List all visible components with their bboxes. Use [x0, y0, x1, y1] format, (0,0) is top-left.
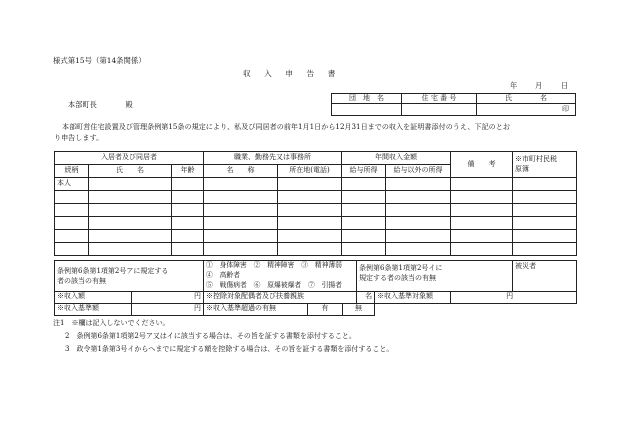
clause-i-line1: 条例第6条第1項第2号イに [359, 264, 443, 272]
salary-cell[interactable] [342, 191, 386, 204]
age-cell[interactable] [172, 230, 204, 243]
table-row [55, 178, 577, 191]
header-work-group: 職業、勤務先又は事務所 [204, 152, 342, 165]
table-row [55, 230, 577, 243]
blank-area [513, 303, 577, 315]
category-options-line1: ① 身体障害 ② 精神障害 ③ 精神薄弱 ④ 高齢者 [206, 261, 349, 279]
work-address-cell[interactable] [278, 230, 342, 243]
name-cell[interactable] [89, 191, 172, 204]
name-cell[interactable] [89, 204, 172, 217]
house-number-label: 住 宅 番 号 [402, 94, 477, 104]
header-age: 年齢 [172, 165, 204, 178]
age-cell[interactable] [172, 191, 204, 204]
remarks-cell[interactable] [451, 191, 513, 204]
register-cell [513, 191, 577, 204]
clause-a-line1: 条例第6条第1項第2号アに規定する [57, 266, 169, 275]
addressee: 本部町長 殿 [68, 100, 133, 109]
relation-cell[interactable] [55, 191, 89, 204]
remarks-cell[interactable] [451, 217, 513, 230]
work-title-cell[interactable] [204, 204, 278, 217]
income-amount-field [132, 291, 204, 303]
work-address-cell[interactable] [278, 243, 342, 256]
header-salary: 給与所得 [342, 165, 386, 178]
form-title: 収 入 申 告 書 [243, 69, 339, 78]
date-day: 日 [561, 81, 569, 90]
other-income-cell[interactable] [386, 204, 451, 217]
header-register-line1: ※市町村民税 [515, 154, 558, 163]
other-income-cell[interactable] [386, 217, 451, 230]
table-row [55, 191, 577, 204]
blank-area [451, 303, 513, 315]
summary-table [54, 260, 577, 316]
register-cell [513, 204, 577, 217]
clause-i-label [357, 261, 513, 292]
header-relation: 続柄 [55, 165, 89, 178]
other-income-cell[interactable] [386, 178, 451, 191]
name-cell[interactable] [89, 217, 172, 230]
work-address-cell[interactable] [278, 191, 342, 204]
estate-label: 団 地 名 [332, 94, 402, 104]
deduction-dependents-label: ※控除対象配偶者及び扶養親族 [204, 291, 357, 303]
header-resident-group: 入居者及び同居者 [55, 152, 204, 165]
header-work-address: 所在地(電話) [278, 165, 342, 178]
salary-cell[interactable] [342, 230, 386, 243]
house-number-field[interactable] [402, 104, 477, 116]
age-cell[interactable] [172, 243, 204, 256]
name-label: 氏 名 [477, 94, 576, 104]
remarks-cell[interactable] [451, 230, 513, 243]
income-table [54, 151, 577, 256]
work-address-cell[interactable] [278, 217, 342, 230]
form-label: 様式第15号（第14条関係） [53, 56, 146, 65]
category-options[interactable] [204, 261, 357, 292]
name-cell[interactable] [89, 230, 172, 243]
category-options-line2: ⑤ 戦傷病者 ⑥ 原爆被爆者 ⑦ 引揚者 [206, 280, 342, 289]
work-title-cell[interactable] [204, 217, 278, 230]
salary-cell[interactable] [342, 243, 386, 256]
over-standard-yes: 有 [308, 303, 343, 315]
work-title-cell[interactable] [204, 243, 278, 256]
age-cell[interactable] [172, 217, 204, 230]
applicant-box [331, 93, 576, 116]
other-income-cell[interactable] [386, 243, 451, 256]
header-other-income: 給与以外の所得 [386, 165, 451, 178]
seal-mark: 印 [562, 104, 569, 113]
salary-cell[interactable] [342, 204, 386, 217]
yen-unit: 円 [194, 292, 202, 301]
name-cell[interactable] [89, 243, 172, 256]
table-row [55, 243, 577, 256]
income-amount-label: ※収入額 [55, 291, 132, 303]
over-standard-label: ※収入基準超過の有無 [204, 303, 308, 315]
intro-text-line2: り申告します。 [54, 133, 104, 142]
clause-a-line2: 者の該当の有無 [57, 276, 106, 285]
persons-unit: 名 [365, 292, 373, 301]
intro-text-line1: 本部町営住宅設置及び管理条例第15条の規定により、私及び同居者の前年1月1日から12月31日までの収入を証明書添付のうえ、下記のとお [62, 122, 510, 131]
relation-cell[interactable] [55, 217, 89, 230]
relation-cell[interactable] [55, 230, 89, 243]
register-cell [513, 230, 577, 243]
header-register-line2: 原簿 [515, 164, 530, 173]
work-title-cell[interactable] [204, 230, 278, 243]
work-address-cell[interactable] [278, 204, 342, 217]
income-standard-target-label: ※収入基準対象額 [375, 291, 451, 303]
header-remarks: 備 考 [451, 152, 513, 178]
income-standard-target-field [451, 291, 577, 303]
over-standard-no: 無 [343, 303, 375, 315]
estate-field[interactable] [332, 104, 402, 116]
header-work-title: 名 称 [204, 165, 278, 178]
disaster-label: 被災者 [515, 262, 537, 270]
name-cell[interactable] [89, 178, 172, 191]
income-standard-field [132, 303, 204, 315]
relation-cell[interactable] [55, 204, 89, 217]
age-cell[interactable] [172, 178, 204, 191]
note-1: 注1 ※欄は記入しないでください。 [53, 319, 170, 327]
register-cell [513, 243, 577, 256]
remarks-cell[interactable] [451, 204, 513, 217]
register-cell [513, 178, 577, 191]
header-register [513, 152, 577, 178]
remarks-cell[interactable] [451, 243, 513, 256]
age-cell[interactable] [172, 204, 204, 217]
header-name: 氏 名 [89, 165, 172, 178]
table-row [55, 217, 577, 230]
other-income-cell[interactable] [386, 230, 451, 243]
salary-cell[interactable] [342, 217, 386, 230]
relation-cell[interactable] [55, 243, 89, 256]
work-title-cell[interactable] [204, 191, 278, 204]
table-row [55, 204, 577, 217]
note-3: 3 政令第1条第3号イからへまでに規定する額を控除する場合は、その旨を証する書類を添付すること。 [65, 345, 394, 353]
work-address-cell[interactable] [278, 178, 342, 191]
salary-cell[interactable] [342, 178, 386, 191]
work-title-cell[interactable] [204, 178, 278, 191]
register-cell [513, 217, 577, 230]
name-field[interactable] [477, 104, 576, 116]
header-income-group: 年間収入金額 [342, 152, 451, 165]
note-2: 2 条例第6条第1項第2号ア又はイに該当する場合は、その旨を証する書類を添付すること。 [65, 332, 356, 340]
dependents-count-field [357, 291, 375, 303]
date-month: 月 [535, 81, 543, 90]
income-standard-label: ※収入基準額 [55, 303, 132, 315]
disaster-cell[interactable] [513, 261, 577, 292]
date-year: 年 [510, 81, 518, 90]
yen-unit: 円 [194, 304, 202, 313]
blank-area [375, 303, 451, 315]
yen-unit: 円 [506, 292, 514, 301]
clause-i-line2: 規定する者の該当の有無 [359, 274, 437, 283]
relation-cell: 本人 [55, 178, 89, 191]
remarks-cell[interactable] [451, 178, 513, 191]
other-income-cell[interactable] [386, 191, 451, 204]
clause-a-label [55, 261, 204, 292]
